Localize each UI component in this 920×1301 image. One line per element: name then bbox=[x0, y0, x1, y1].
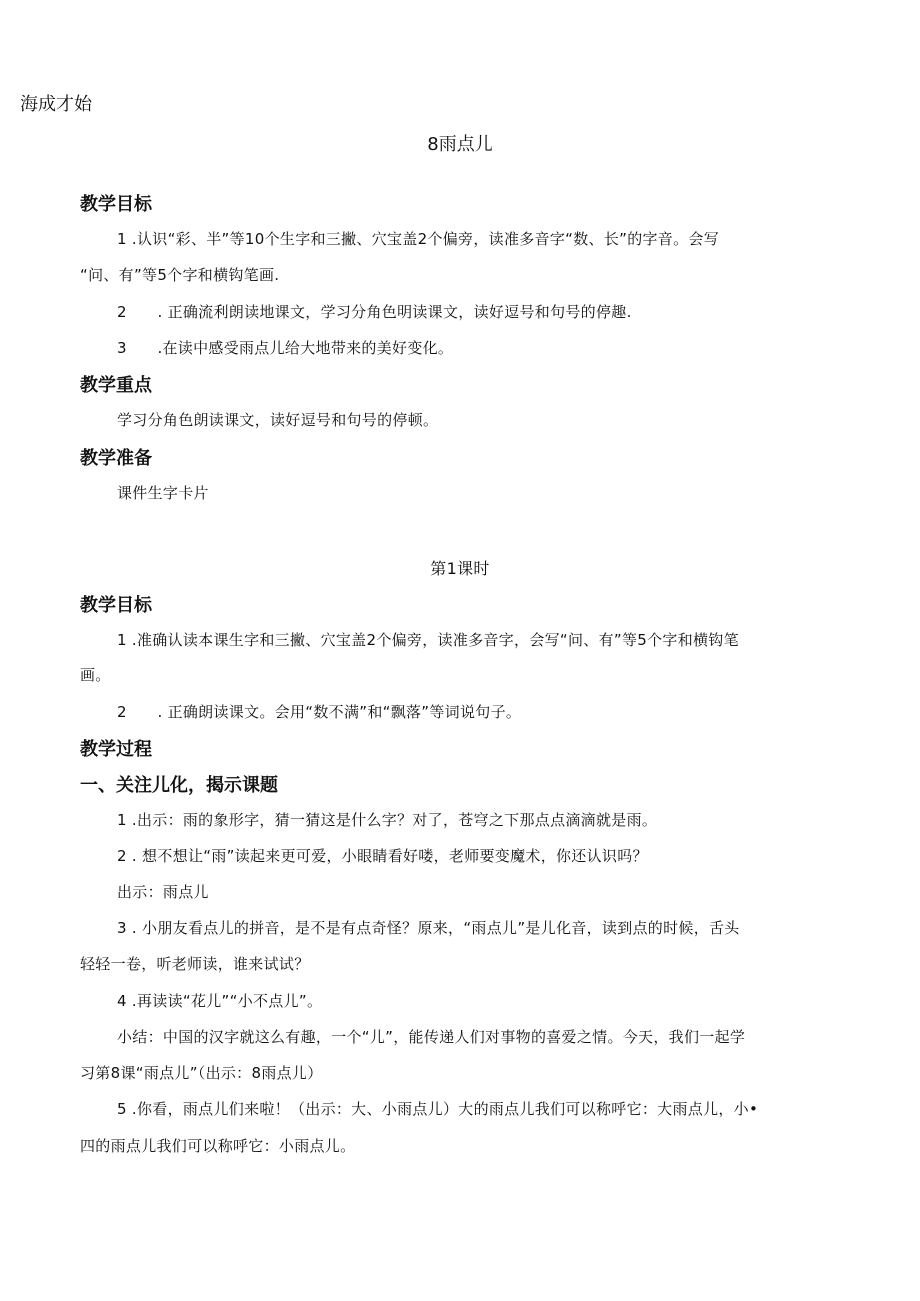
process-step: 出示：雨点儿 bbox=[117, 883, 209, 901]
goal-line: 1 .认识“彩、半”等10个生字和三撇、穴宝盖2个偏旁，读准多音字“数、长”的字音。会写 bbox=[117, 230, 719, 248]
period-goal-line: 2 . 正确朗读课文。会用“数不满”和“飘落”等词说句子。 bbox=[117, 703, 522, 721]
preparation-text: 课件生字卡片 bbox=[117, 484, 209, 502]
process-step: 3 . 小朋友看点儿的拼音，是不是有点奇怪？原来，“雨点儿”是儿化音，读到点的时候，舌头 bbox=[117, 919, 740, 937]
lesson-title: 8雨点儿 bbox=[427, 134, 493, 155]
goal-line: “问、有”等5个字和横钩笔画. bbox=[80, 266, 280, 284]
process-step: 四的雨点儿我们可以称呼它：小雨点儿。 bbox=[80, 1137, 356, 1155]
period-goal-line: 1 .准确认读本课生字和三撇、穴宝盖2个偏旁，读准多音字，会写“问、有”等5个字和横钩笔 bbox=[117, 631, 739, 649]
heading-period-goals: 教学目标 bbox=[80, 595, 152, 616]
corner-note: 海成才始 bbox=[20, 94, 92, 115]
heading-teaching-goals: 教学目标 bbox=[80, 194, 152, 215]
heading-process: 教学过程 bbox=[80, 739, 152, 760]
process-step: 习第8课“雨点儿”（出示：8雨点儿） bbox=[80, 1064, 323, 1082]
heading-preparation: 教学准备 bbox=[80, 448, 152, 469]
part-one-heading: 一、关注儿化，揭示课题 bbox=[80, 775, 278, 796]
key-points-text: 学习分角色朗读课文，读好逗号和句号的停顿。 bbox=[117, 411, 439, 429]
process-step: 4 .再读读“花儿”“小不点儿”。 bbox=[117, 992, 323, 1010]
heading-key-points: 教学重点 bbox=[80, 375, 152, 396]
process-step: 1 .出示：雨的象形字，猜一猜这是什么字？对了，苍穹之下那点点滴滴就是雨。 bbox=[117, 811, 658, 829]
period-title: 第1课时 bbox=[430, 559, 490, 578]
process-step: 小结：中国的汉字就这么有趣，一个“儿”，能传递人们对事物的喜爱之情。今天，我们一起学 bbox=[117, 1028, 746, 1046]
process-step: 2 . 想不想让“雨”读起来更可爱，小眼睛看好喽，老师要变魔术，你还认识吗？ bbox=[117, 847, 648, 865]
goal-line: 2 . 正确流利朗读地课文，学习分角色明读课文，读好逗号和句号的停趣. bbox=[117, 303, 632, 321]
process-step: 轻轻一卷，听老师读，谁来试试？ bbox=[80, 955, 310, 973]
goal-line: 3 .在读中感受雨点儿给大地带来的美好变化。 bbox=[117, 339, 454, 357]
process-step: 5 .你看，雨点儿们来啦！（出示：大、小雨点儿）大的雨点儿我们可以称呼它：大雨点儿，小• bbox=[117, 1100, 759, 1118]
period-goal-line: 画。 bbox=[80, 666, 111, 684]
